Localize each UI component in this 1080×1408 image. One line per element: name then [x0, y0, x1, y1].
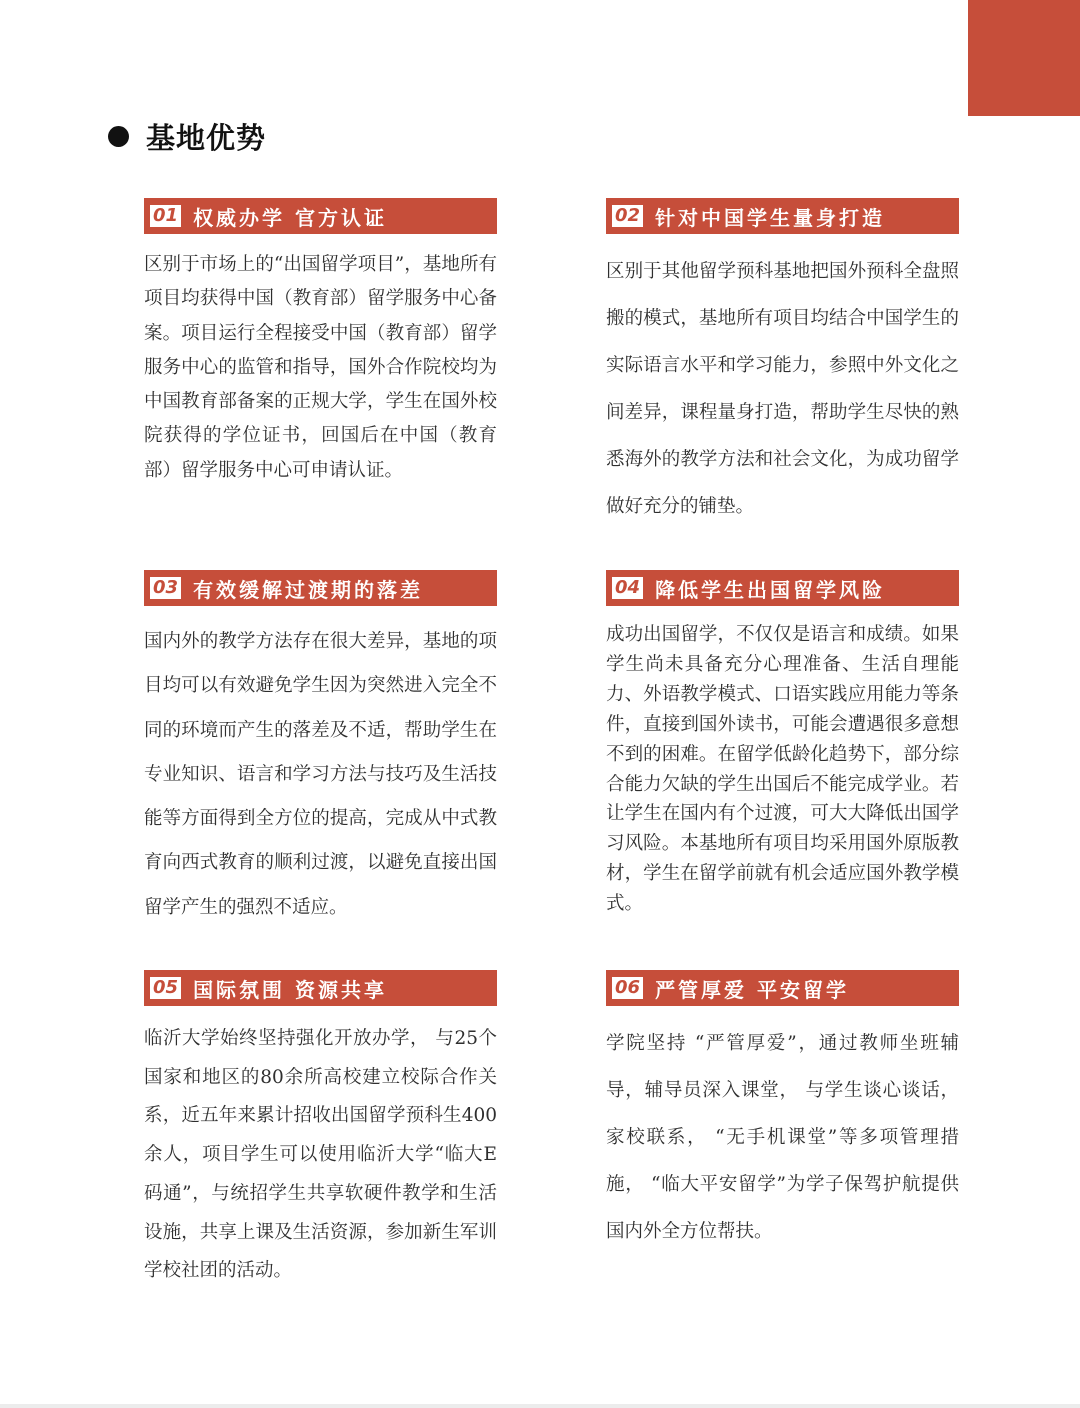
section-title: 权威办学 官方认证	[193, 205, 388, 230]
section-04	[606, 570, 959, 919]
section-body: 国内外的教学方法存在很大差异，基地的项目均可以有效避免学生因为突然进入完全不同的环境而产生的落差及不适，帮助学生在专业知识、语言和学习方法与技巧及生活技能等方面得到全方位的提高，完成从中式教育向西式教育的顺利过渡，以避免直接出国留学产生的强烈不适应。	[144, 631, 497, 918]
section-body: 区别于其他留学预科基地把国外预科全盘照搬的模式，基地所有项目均结合中国学生的实际语言水平和学习能力，参照中外文化之间差异，课程量身打造，帮助学生尽快的熟悉海外的教学方法和社会文化，为成功留学做好充分的铺垫。	[606, 261, 959, 517]
section-title: 降低学生出国留学风险	[655, 577, 886, 602]
section-number: 02	[612, 205, 643, 227]
section-title: 有效缓解过渡期的落差	[193, 577, 424, 602]
section-title: 严管厚爱 平安留学	[655, 977, 850, 1002]
section-label-bar	[144, 970, 497, 1006]
section-body: 成功出国留学，不仅仅是语言和成绩。如果学生尚未具备充分心理准备、生活自理能力、外语教学模式、口语实践应用能力等条件，直接到国外读书，可能会遭遇很多意想不到的困难。在留学低龄化趋势下，部分综合能力欠缺的学生出国后不能完成学业。若让学生在国内有个过渡，可大大降低出国学习风险。本基地所有项目均采用国外原版教材，学生在留学前就有机会适应国外教学模式。	[606, 624, 959, 915]
section-body: 临沂大学始终坚持强化开放办学， 与25个国家和地区的80余所高校建立校际合作关系，近五年来累计招收出国留学预科生400余人，项目学生可以使用临沂大学“临大E码通”，与统招学生共享软硬件教学和生活设施，共享上课及生活资源，参加新生军训学校社团的活动。	[144, 1028, 497, 1282]
section-06	[606, 970, 959, 1255]
bullet-dot-icon	[108, 126, 129, 147]
section-05	[144, 970, 497, 1291]
section-heading	[108, 116, 266, 156]
corner-accent-block	[968, 0, 1080, 116]
section-02	[606, 198, 959, 530]
section-label-bar	[606, 198, 959, 234]
section-number: 03	[150, 577, 181, 599]
section-label-bar	[144, 570, 497, 606]
page-title: 基地优势	[146, 120, 267, 155]
section-number: 01	[150, 205, 181, 227]
section-label-bar	[606, 970, 959, 1006]
section-body: 区别于市场上的“出国留学项目”，基地所有项目均获得中国（教育部）留学服务中心备案。项目运行全程接受中国（教育部）留学服务中心的监管和指导，国外合作院校均为中国教育部备案的正规大学，学生在国外校院获得的学位证书，回国后在中国（教育部）留学服务中心可申请认证。	[144, 254, 497, 481]
bottom-divider	[0, 1404, 1080, 1408]
section-number: 05	[150, 977, 181, 999]
section-title: 针对中国学生量身打造	[655, 205, 886, 230]
section-label-bar	[606, 570, 959, 606]
section-03	[144, 570, 497, 930]
section-number: 04	[612, 577, 643, 599]
section-label-bar	[144, 198, 497, 234]
section-number: 06	[612, 977, 643, 999]
section-body: 学院坚持 “严管厚爱”，通过教师坐班辅导，辅导员深入课堂， 与学生谈心谈话，家校联系， “无手机课堂”等多项管理措施， “临大平安留学”为学子保驾护航提供国内外全方位帮扶。	[606, 1033, 959, 1242]
section-01	[144, 198, 497, 488]
section-title: 国际氛围 资源共享	[193, 977, 388, 1002]
